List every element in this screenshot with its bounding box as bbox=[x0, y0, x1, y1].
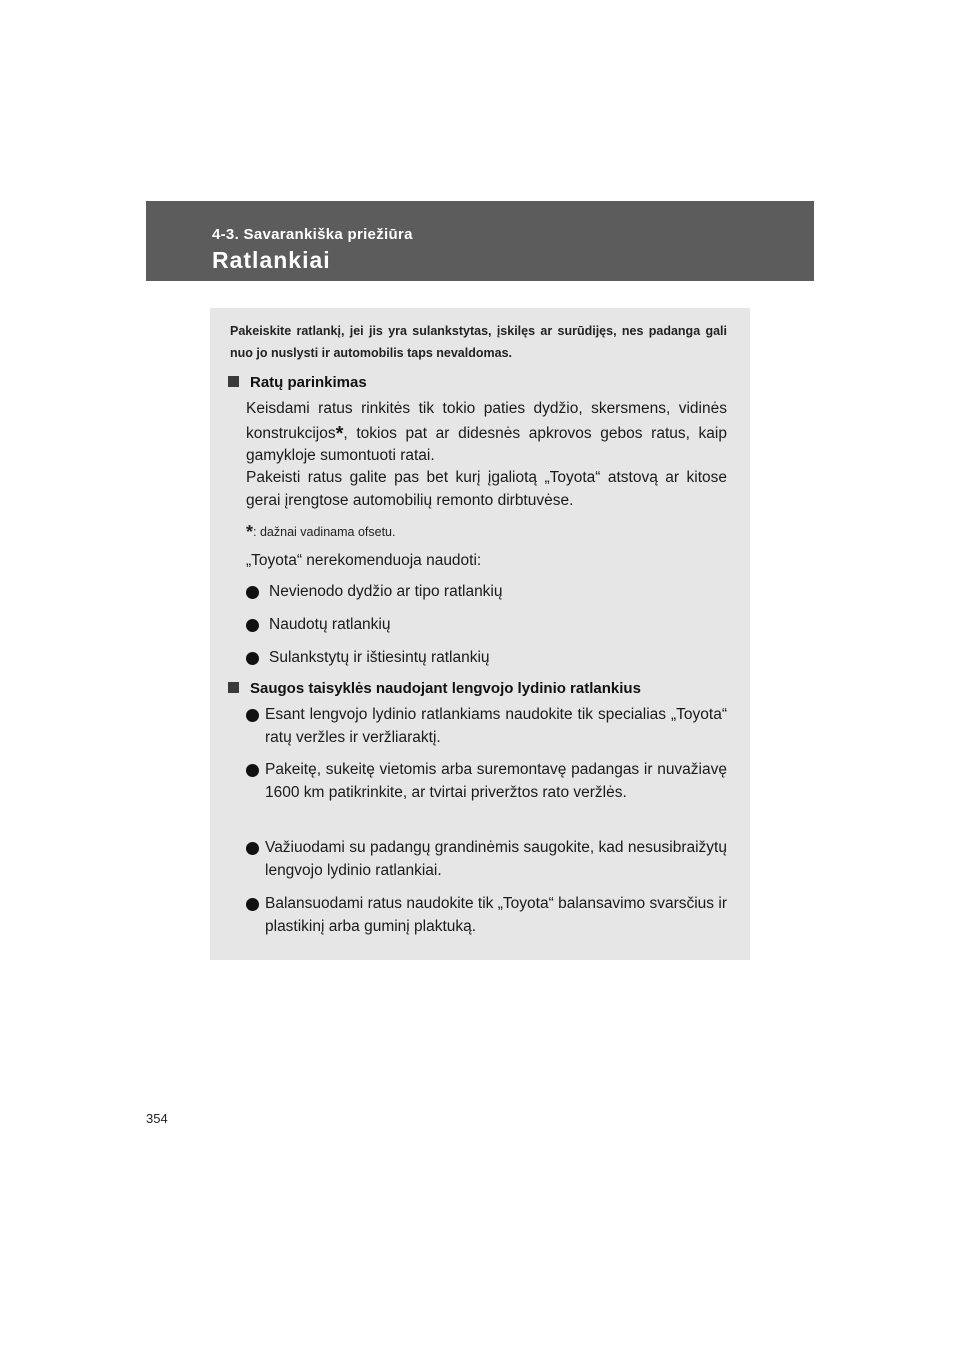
subheading-text: Ratų parinkimas bbox=[250, 374, 367, 391]
section-header-band bbox=[146, 201, 814, 281]
dealer-paragraph: Pakeisti ratus galite pas bet kurį įgaliotą „Toyota“ atstovą ar kitose gerai įrengtose automobilių remonto dirbtuvėse. bbox=[246, 469, 727, 509]
list-item bbox=[246, 837, 727, 882]
list-item-text: Naudotų ratlankių bbox=[269, 616, 391, 633]
paragraph-text: , tokios pat ar didesnės apkrovos gebos ratus, kaip gamykloje sumontuoti ratai. bbox=[246, 424, 727, 465]
subheading-wheel-selection bbox=[228, 373, 367, 393]
footnote-asterisk: * bbox=[246, 522, 254, 542]
bullet-dot-icon bbox=[246, 652, 259, 665]
bullet-dot-icon bbox=[246, 709, 259, 722]
bullet-dot-icon bbox=[246, 619, 259, 632]
caution-panel bbox=[210, 308, 750, 960]
bullet-dot-icon bbox=[246, 764, 259, 777]
page-number: 354 bbox=[146, 1111, 168, 1126]
bullet-dot-icon bbox=[246, 586, 259, 599]
wheel-selection-paragraph bbox=[246, 398, 727, 468]
intro-warning: Pakeiskite ratlankį, jei jis yra sulankstytas, įskilęs ar surūdijęs, nes padanga gali nuo jo nuslysti ir automobilis taps nevaldomas. bbox=[230, 324, 727, 360]
subheading-text: Saugos taisyklės naudojant lengvojo lydinio ratlankius bbox=[250, 680, 641, 697]
list-item bbox=[246, 581, 727, 604]
square-bullet-icon bbox=[228, 682, 239, 693]
not-recommended-label: „Toyota“ nerekomenduoja naudoti: bbox=[246, 552, 482, 569]
bullet-dot-icon bbox=[246, 898, 259, 911]
bullet-dot-icon bbox=[246, 842, 259, 855]
list-item bbox=[246, 893, 727, 938]
list-item bbox=[246, 759, 727, 804]
list-item bbox=[246, 614, 727, 637]
list-item-text: Esant lengvojo lydinio ratlankiams naudokite tik specialias „Toyota“ ratų veržles ir veržliaraktį. bbox=[265, 706, 727, 746]
square-bullet-icon bbox=[228, 376, 239, 387]
list-item-text: Nevienodo dydžio ar tipo ratlankių bbox=[269, 583, 503, 600]
list-item-text: Sulankstytų ir ištiesintų ratlankių bbox=[269, 649, 490, 666]
asterisk-marker: * bbox=[335, 422, 344, 445]
list-item-text: Važiuodami su padangų grandinėmis saugokite, kad nesusibraižytų lengvojo lydinio ratlankiai. bbox=[265, 839, 727, 879]
list-item-text: Pakeitę, sukeitę vietomis arba suremontavę padangas ir nuvažiavę 1600 km patikrinkite, ar tvirtai priveržtos rato veržlės. bbox=[265, 761, 727, 801]
footnote-text: : dažnai vadinama ofsetu. bbox=[253, 525, 396, 539]
list-item-text: Balansuodami ratus naudokite tik „Toyota“ balansavimo svarsčius ir plastikinį arba guminį plaktuką. bbox=[265, 895, 727, 935]
paragraph-text: Keisdami ratus rinkitės tik tokio paties dydžio, skersmens, vidinės konstrukcijos bbox=[246, 400, 727, 442]
footnote bbox=[246, 520, 395, 541]
list-item bbox=[246, 647, 727, 670]
page-title: Ratlankiai bbox=[212, 247, 331, 273]
list-item bbox=[246, 704, 727, 749]
section-label: 4-3. Savarankiška priežiūra bbox=[212, 226, 413, 243]
subheading-alloy-safety bbox=[228, 679, 641, 699]
